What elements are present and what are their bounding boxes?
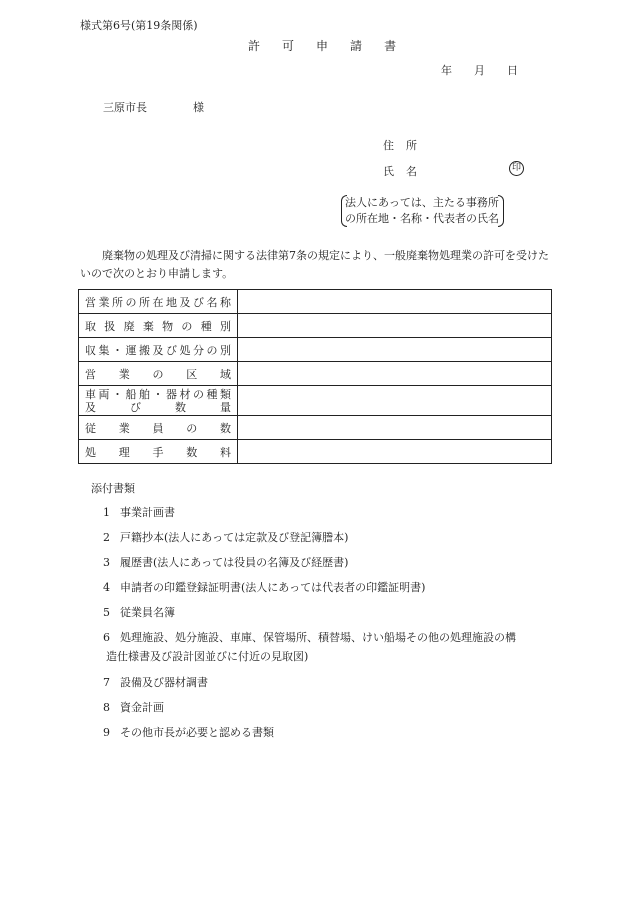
corporation-note-line: 法人にあっては、主たる事務所 xyxy=(345,196,499,209)
table-row xyxy=(79,338,552,362)
attachment-text: 戸籍抄本(法人にあっては定款及び登記簿謄本) xyxy=(120,531,349,544)
page-title xyxy=(248,37,418,54)
date-year-label: 年 xyxy=(441,64,452,77)
addressee-honorific: 様 xyxy=(193,101,204,114)
title-char: 請 xyxy=(350,39,363,53)
row-label: 取扱廃棄物の種別 xyxy=(79,314,238,338)
attachment-item xyxy=(103,529,348,545)
attachment-text: 従業員名簿 xyxy=(120,606,175,619)
attachment-number: 1 xyxy=(103,506,110,519)
row-value[interactable] xyxy=(238,416,552,440)
intro-paragraph xyxy=(80,247,555,283)
attachment-item xyxy=(103,674,208,690)
row-value[interactable] xyxy=(238,362,552,386)
attachment-item xyxy=(103,554,348,570)
row-label: 収集・運搬及び処分の別 xyxy=(79,338,238,362)
name-label-char: 氏 xyxy=(383,165,394,178)
row-value[interactable] xyxy=(238,314,552,338)
row-label: 営業の区域 xyxy=(79,362,238,386)
name-label-char: 名 xyxy=(406,165,417,178)
row-value[interactable] xyxy=(238,440,552,464)
attachment-item xyxy=(103,604,175,620)
application-table xyxy=(78,289,552,464)
right-bracket xyxy=(498,195,504,227)
table-row xyxy=(79,362,552,386)
attachment-number: 4 xyxy=(103,581,110,594)
date-month-label: 月 xyxy=(474,64,485,77)
table-row xyxy=(79,416,552,440)
attachment-text: 処理施設、処分施設、車庫、保管場所、積替場、けい船場その他の処理施設の構 xyxy=(120,631,516,644)
row-label: 営業所の所在地及び名称 xyxy=(79,290,238,314)
date-line xyxy=(441,62,540,78)
attachment-text: 事業計画書 xyxy=(120,506,175,519)
table-row xyxy=(79,386,552,416)
corporation-note xyxy=(345,195,499,227)
attachment-text: 資金計画 xyxy=(120,701,164,714)
row-value[interactable] xyxy=(238,338,552,362)
seal-mark: 印 xyxy=(509,161,524,176)
attachment-item xyxy=(103,628,553,666)
attachment-number: 2 xyxy=(103,531,110,544)
attachment-number: 3 xyxy=(103,556,110,569)
row-label xyxy=(79,386,238,416)
attachment-number: 7 xyxy=(103,676,110,689)
name-label xyxy=(383,163,429,179)
address-label-char: 所 xyxy=(406,139,417,152)
addressee xyxy=(103,99,204,115)
attachment-number: 6 xyxy=(103,631,110,644)
address-label-char: 住 xyxy=(383,139,394,152)
date-day-label: 日 xyxy=(507,64,518,77)
attachment-item xyxy=(103,579,425,595)
row-label: 従業員の数 xyxy=(79,416,238,440)
attachment-item xyxy=(103,504,175,520)
table-row xyxy=(79,440,552,464)
attachments-title: 添付書類 xyxy=(91,482,135,495)
row-label-line: 車両・船舶・器材の種類 xyxy=(85,387,231,401)
row-label-line: 及び数量 xyxy=(85,400,231,414)
attachment-text: 申請者の印鑑登録証明書(法人にあっては代表者の印鑑証明書) xyxy=(120,581,426,594)
row-value[interactable] xyxy=(238,290,552,314)
title-char: 書 xyxy=(384,39,397,53)
title-char: 許 xyxy=(248,39,261,53)
attachment-item xyxy=(103,699,164,715)
attachment-number: 9 xyxy=(103,726,110,739)
intro-text: 廃棄物の処理及び清掃に関する法律第7条の規定により、一般廃棄物処理業の許可を受けたいので次のとおり申請します。 xyxy=(80,249,549,280)
form-number: 様式第6号(第19条関係) xyxy=(80,19,198,32)
row-label: 処理手数料 xyxy=(79,440,238,464)
title-char: 可 xyxy=(282,39,295,53)
table-row xyxy=(79,314,552,338)
addressee-name: 三原市長 xyxy=(103,101,147,114)
attachment-number: 5 xyxy=(103,606,110,619)
row-value[interactable] xyxy=(238,386,552,416)
corporation-note-line: の所在地・名称・代表者の氏名 xyxy=(345,212,499,225)
attachment-number: 8 xyxy=(103,701,110,714)
attachment-text: 設備及び器材調書 xyxy=(120,676,208,689)
attachment-text: 履歴書(法人にあっては役員の名簿及び経歴書) xyxy=(120,556,349,569)
title-char: 申 xyxy=(316,39,329,53)
left-bracket xyxy=(341,195,347,227)
attachment-text-continued: 造仕様書及び設計図並びに付近の見取図) xyxy=(106,650,309,663)
table-row xyxy=(79,290,552,314)
attachment-text: その他市長が必要と認める書類 xyxy=(120,726,274,739)
attachment-item xyxy=(103,724,274,740)
address-label xyxy=(383,137,429,153)
